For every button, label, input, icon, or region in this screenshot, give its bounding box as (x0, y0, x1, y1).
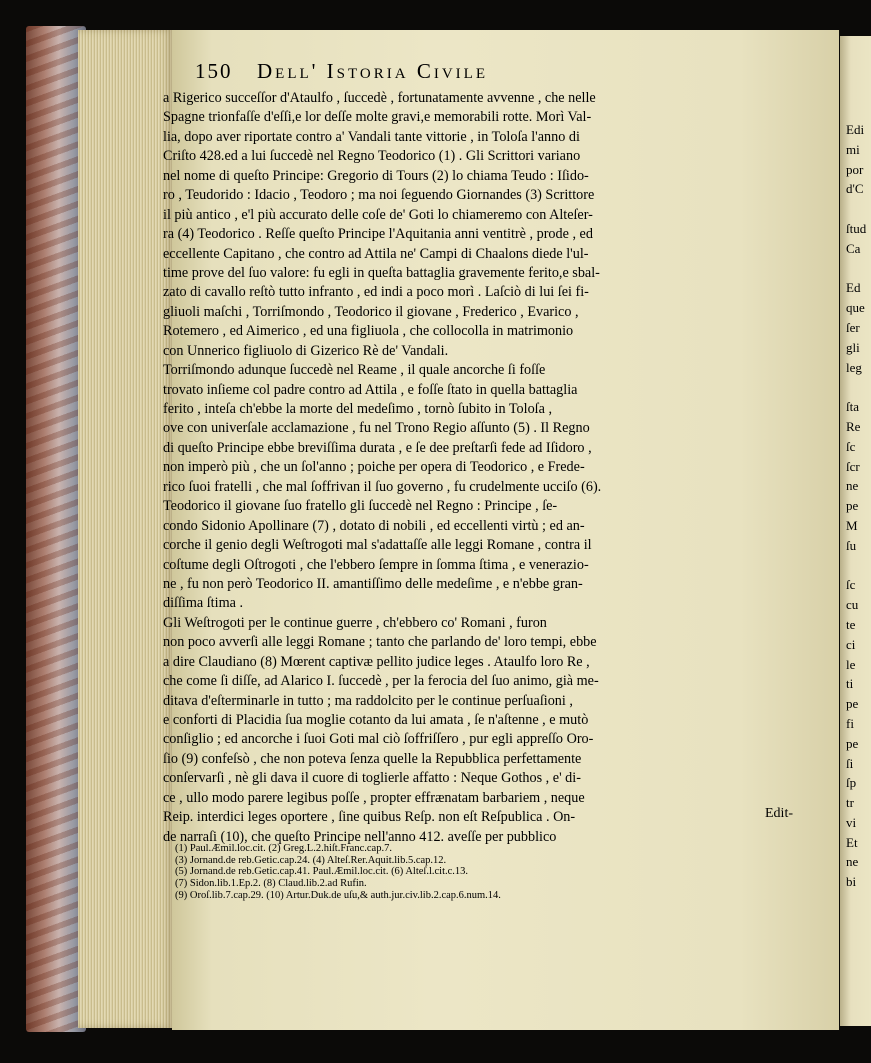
text-line: Spagne trionfaſſe d'eſſi,e lor deſſe molte gravi,e memorabili rotte. Morì Val- (163, 109, 592, 126)
facing-page-text (846, 120, 871, 892)
footnote-line: (1) Paul.Æmil.loc.cit. (2) Greg.L.2.hiſt.Franc.cap.7. (175, 843, 392, 854)
facing-fragment: te (846, 616, 856, 632)
facing-fragment: Ed (846, 280, 861, 296)
facing-fragment: fi (846, 715, 854, 731)
page-header (195, 59, 755, 87)
text-line: eccellente Capitano , che contro ad Attila ne' Campi di Chaalons diede l'ul- (163, 245, 589, 262)
text-line: ce , ullo modo parere legibus poſſe , propter effrænatam barbariem , neque (163, 789, 585, 806)
text-line: che come ſi diſſe, ad Alarico I. ſuccedè , per la ferocia del ſuo animo, già me- (163, 673, 599, 690)
footnote-line: (3) Jornand.de reb.Getic.cap.24. (4) Alteſ.Rer.Aquit.lib.5.cap.12. (175, 854, 447, 866)
text-line: ne , fu non però Teodorico II. amantiſſimo delle medeſime , e n'ebbe gran- (163, 575, 583, 592)
facing-fragment: tr (846, 795, 854, 811)
facing-fragment (846, 259, 871, 279)
facing-page (840, 36, 871, 1026)
facing-fragment: que (846, 300, 865, 316)
facing-fragment: ſer (846, 319, 860, 335)
facing-fragment: ſu (846, 537, 857, 553)
footnote-line: (9) Oroſ.lib.7.cap.29. (10) Artur.Duk.de uſu,& auth.jur.civ.lib.2.cap.6.num.14. (175, 889, 501, 901)
facing-fragment: le (846, 656, 856, 672)
facing-fragment: pe (846, 735, 859, 751)
text-line: nel nome di queſto Principe: Gregorio di Tours (2) lo chiama Teudo : Iſido- (163, 167, 589, 184)
text-line: di queſto Principe ebbe breviſſima durata , e ſe dee preſtarſi fede ad Iſidoro , (163, 439, 592, 456)
facing-fragment: ſc (846, 577, 856, 593)
facing-fragment: ne (846, 854, 859, 870)
text-line: Gli Weſtrogoti per le continue guerre , ch'ebbero co' Romani , furon (163, 614, 547, 631)
facing-fragment: ſcr (846, 458, 860, 474)
text-line: ove con univerſale acclamazione , fu nel Trono Regio aſſunto (5) . Il Regno (163, 420, 590, 437)
facing-fragment: ci (846, 636, 856, 652)
facing-fragment (846, 199, 871, 219)
facing-fragment: Ca (846, 240, 861, 256)
text-line: ſio (9) confeſsò , che non poteva ſenza quelle la Repubblica perfettamente (163, 750, 582, 767)
text-line: a dire Claudiano (8) Mœrent captivæ pellito judice leges . Ataulfo loro Re , (163, 653, 590, 670)
text-line: ditava d'eſterminarle in tutto ; ma raddolcito per le continue perſuaſioni , (163, 692, 573, 709)
facing-fragment: leg (846, 359, 862, 375)
text-line: a Rigerico succeſſor d'Ataulfo , ſuccedè , fortunatamente avvenne , che nelle (163, 90, 596, 106)
text-line: trovato inſieme col padre contro ad Attila , e foſſe ſtato in quella battaglia (163, 381, 578, 398)
body-text (163, 89, 823, 847)
facing-fragment: ſtud (846, 220, 867, 236)
facing-fragment: ſta (846, 399, 859, 415)
facing-fragment: ſp (846, 775, 857, 791)
facing-fragment: ſi (846, 755, 854, 771)
facing-fragment: gli (846, 339, 860, 355)
text-line: Reip. interdici leges oportere , ſine quibus Reſp. non eſt Reſpublica . On- (163, 809, 576, 826)
text-line: zato di cavallo reſtò tutto infranto , ed indi a poco morì . Laſciò di lui ſei fi- (163, 284, 589, 301)
text-line: ferito , inteſa ch'ebbe la morte del medeſimo , tornò ſubito in Toloſa , (163, 401, 552, 417)
text-line: conſiglio ; ed ancorche i ſuoi Goti mal ciò ſoffriſſero , pur egli appreſſo Oro- (163, 731, 594, 748)
text-line: condo Sidonio Apollinare (7) , dotato di nobili , ed eccellenti virtù ; ed an- (163, 517, 585, 534)
running-title: Dell' Istoria Civile (257, 59, 488, 83)
text-line: ro , Teudorido : Idacio , Teodoro ; ma noi ſeguendo Giornandes (3) Scrittore (163, 187, 595, 204)
text-line: non poco avverſi alle leggi Romane ; tanto che parlando de' loro tempi, ebbe (163, 634, 597, 651)
footnote-line: (7) Sidon.lib.1.Ep.2. (8) Claud.lib.2.ad Rufin. (175, 878, 367, 890)
text-line: il più antico , e'l più accurato delle coſe de' Goti lo chiameremo con Alteſer- (163, 206, 593, 223)
facing-fragment: d'C (846, 181, 864, 197)
text-line: e conforti di Placidia ſua moglie cotanto da lui amata , ſe n'aſtenne , e mutò (163, 712, 589, 728)
text-line: Rotemero , ed Aimerico , ed una figliuola , che collocolla in matrimonio (163, 323, 574, 340)
text-line: de narraſi (10), che queſto Principe nell'anno 412. aveſſe per pubblico (163, 828, 557, 845)
facing-fragment: ti (846, 676, 854, 692)
facing-fragment: bi (846, 874, 857, 890)
text-line: corche il genio degli Weſtrogoti mal s'adattaſſe alle leggi Romane , contra il (163, 537, 592, 554)
text-line: gliuoli maſchi , Torriſmondo , Teodorico il giovane , Frederico , Evarico , (163, 303, 579, 320)
page-edges (78, 30, 174, 1028)
footnotes (175, 843, 795, 902)
facing-fragment: cu (846, 597, 859, 613)
page-number: 150 (195, 59, 233, 83)
text-line: Torriſmondo adunque ſuccedè nel Reame , il quale ancorche ſi foſſe (163, 362, 546, 379)
facing-fragment: ne (846, 478, 859, 494)
facing-fragment: ſc (846, 438, 856, 454)
facing-fragment: Re (846, 418, 861, 434)
facing-fragment: pe (846, 498, 859, 514)
book-binding (26, 26, 86, 1032)
facing-fragment: por (846, 161, 864, 177)
footnote-line: (5) Jornand.de reb.Getic.cap.41. Paul.Æmil.loc.cit. (6) Alteſ.l.cit.c.13. (175, 866, 469, 878)
facing-fragment (846, 377, 871, 397)
text-line: non imperò più , che un ſol'anno ; poiche per opera di Teodorico , e Frede- (163, 459, 585, 476)
facing-fragment: M (846, 517, 858, 533)
catchword: Edit- (765, 806, 793, 821)
facing-fragment: Edi (846, 122, 865, 137)
facing-fragment: Et (846, 834, 858, 850)
facing-fragment (846, 556, 871, 576)
facing-fragment: mi (846, 141, 860, 157)
text-line: conſervarſi , nè gli dava il cuore di toglierle affatto : Neque Gothos , e' di- (163, 770, 581, 787)
text-line: Teodorico il giovane ſuo fratello gli ſuccedè nel Regno : Principe , ſe- (163, 498, 558, 515)
text-line: lia, dopo aver riportate contro a' Vandali tante vittorie , in Toloſa l'anno di (163, 128, 580, 145)
text-line: diſſima ſtima . (163, 595, 243, 612)
facing-fragment: vi (846, 814, 857, 830)
text-line: con Unnerico figliuolo di Gizerico Rè de' Vandali. (163, 342, 449, 359)
facing-fragment: pe (846, 696, 859, 712)
text-line: Criſto 428.ed a lui ſuccedè nel Regno Teodorico (1) . Gli Scrittori variano (163, 148, 581, 165)
text-line: time prove del ſuo valore: fu egli in queſta battaglia gravemente ferito,e sbal- (163, 264, 600, 281)
text-line: coſtume degli Oſtrogoti , che l'ebbero ſempre in ſomma ſtima , e venerazio- (163, 556, 589, 573)
text-line: rico ſuoi fratelli , che mal ſoffrivan il ſuo governo , fu crudelmente ucciſo (6). (163, 478, 602, 495)
text-line: ra (4) Teodorico . Reſſe queſto Principe l'Aquitania anni ventitrè , prode , ed (163, 226, 593, 243)
